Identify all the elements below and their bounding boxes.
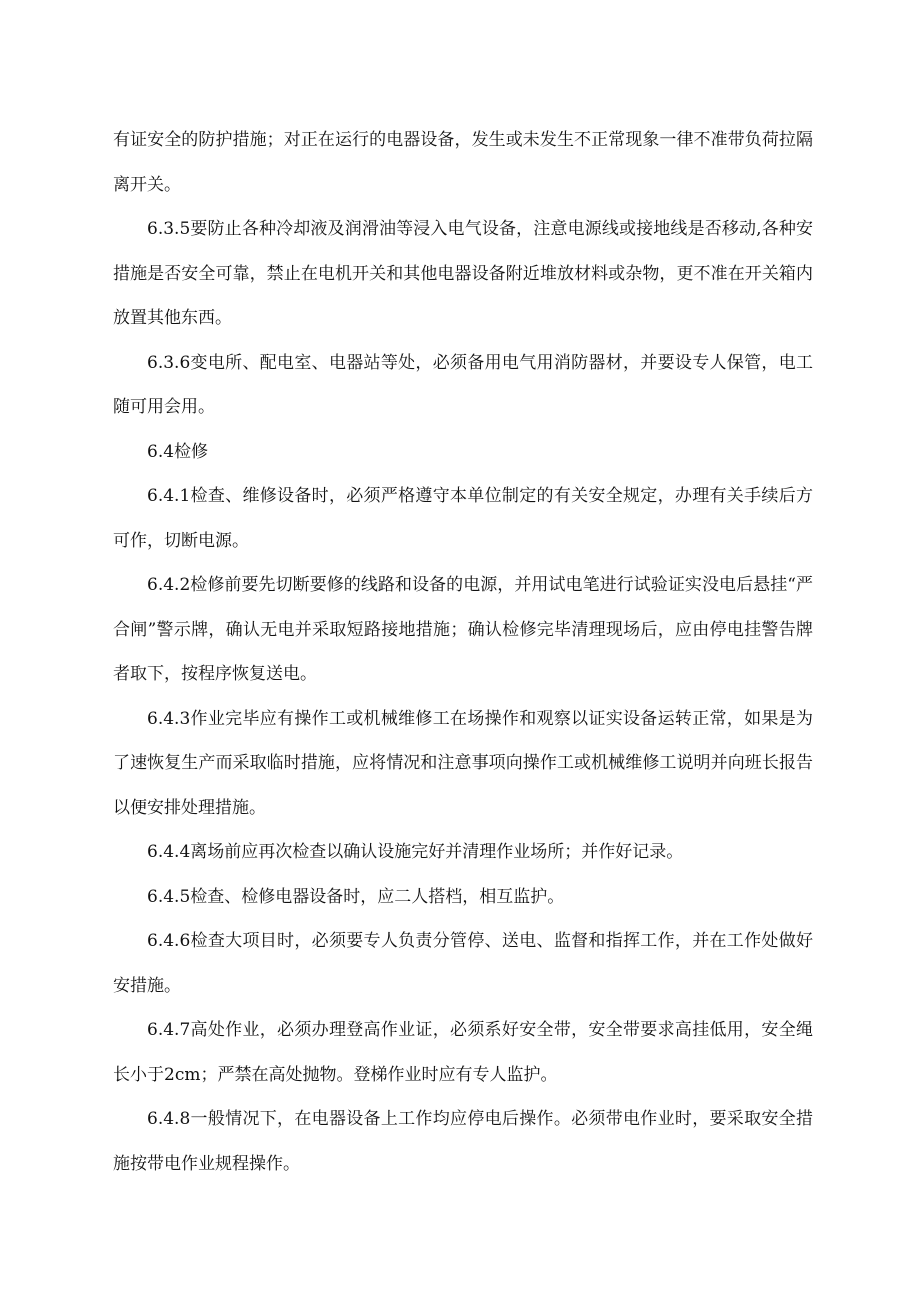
paragraph-6-4-2: 6.4.2检修前要先切断要修的线路和设备的电源，并用试电笔进行试验证实没电后悬挂“严合闸”警示牌，确认无电并采取短路接地措施；确认检修完毕清理现场后，应由停电挂警告牌者取下，按程序恢复送电。 (113, 575, 813, 684)
document-body (113, 118, 813, 1186)
paragraph-6-4-1: 6.4.1检查、维修设备时，必须严格遵守本单位制定的有关安全规定，办理有关手续后方可作，切断电源。 (113, 486, 813, 551)
paragraph-6-4-8: 6.4.8一般情况下，在电器设备上工作均应停电后操作。必须带电作业时，要采取安全措施按带电作业规程操作。 (113, 1109, 813, 1174)
paragraph-6-4-3: 6.4.3作业完毕应有操作工或机械维修工在场操作和观察以证实设备运转正常，如果是为了速恢复生产而采取临时措施，应将情况和注意事项向操作工或机械维修工说明并向班长报告以便安排处理措施。 (113, 708, 813, 818)
paragraph-6-3-6: 6.3.6变电所、配电室、电器站等处，必须备用电气用消防器材，并要设专人保管，电工随可用会用。 (113, 352, 813, 417)
paragraph-6-4-4: 6.4.4离场前应再次检查以确认设施完好并清理作业场所；并作好记录。 (147, 842, 684, 862)
section-heading-6-4: 6.4检修 (147, 441, 209, 462)
paragraph-continuation: 有证安全的防护措施；对正在运行的电器设备，发生或未发生不正常现象一律不准带负荷拉隔离开关。 (113, 130, 813, 195)
paragraph-6-4-5: 6.4.5检查、检修电器设备时，应二人搭档，相互监护。 (147, 886, 565, 907)
paragraph-6-4-6: 6.4.6检查大项目时，必须要专人负责分管停、送电、监督和指挥工作，并在工作处做好安措施。 (113, 931, 813, 996)
paragraph-6-3-5: 6.3.5要防止各种冷却液及润滑油等浸入电气设备，注意电源线或接地线是否移动,各种安措施是否安全可靠，禁止在电机开关和其他电器设备附近堆放材料或杂物，更不准在开关箱内放置其他东西。 (113, 219, 813, 328)
paragraph-6-4-7: 6.4.7高处作业，必须办理登高作业证，必须系好安全带，安全带要求高挂低用，安全绳长小于2cm；严禁在高处抛物。登梯作业时应有专人监护。 (113, 1020, 813, 1085)
